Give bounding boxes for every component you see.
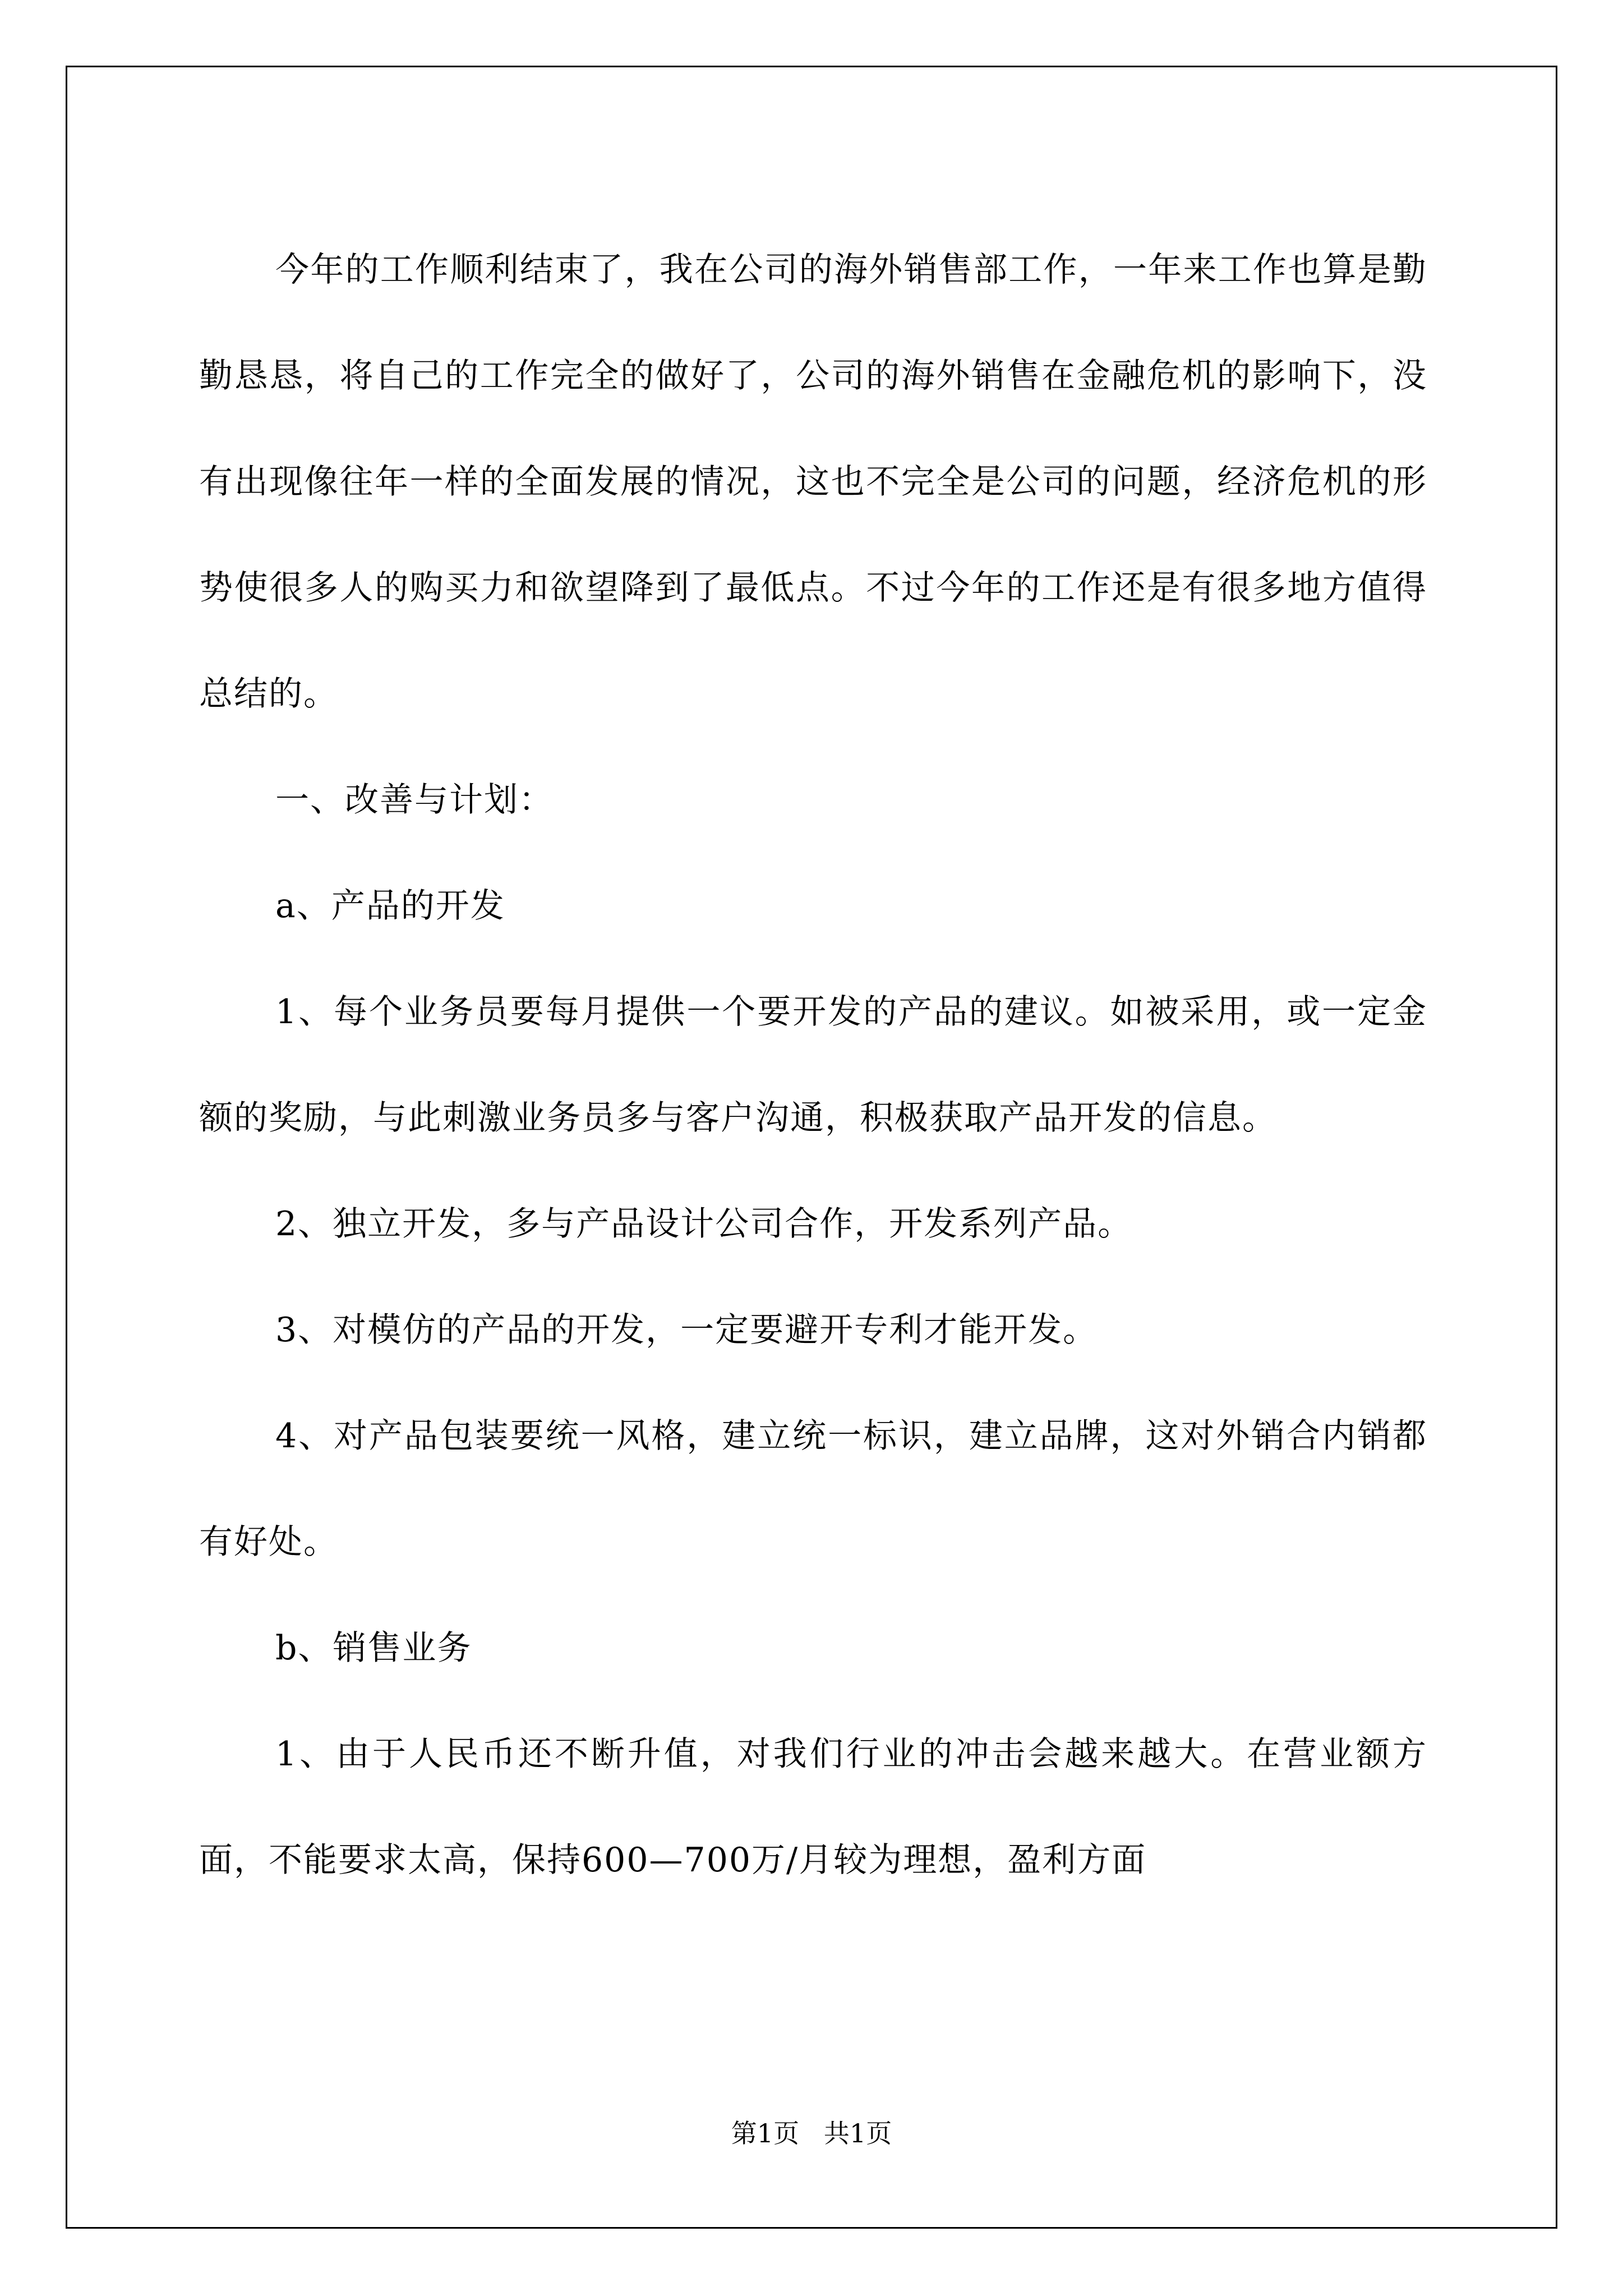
page-number-footer: 第1页 共1页	[731, 2118, 892, 2148]
list-item-product-3: 3、对模仿的产品的开发，一定要避开专利才能开发。	[275, 1310, 1098, 1350]
paragraph-intro: 今年的工作顺利结束了，我在公司的海外销售部工作，一年来工作也算是勤勤恳恳，将自己的工作完全的做好了，公司的海外销售在金融危机的影响下，没有出现像往年一样的全面发展的情况，这也不完全是公司的问题，经济危机的形势使很多人的购买力和欲望降到了最低点。不过今年的工作还是有很多地方值得总结的。	[199, 250, 1427, 714]
heading-improvement-plan: 一、改善与计划：	[275, 780, 554, 820]
subheading-sales-business: b、销售业务	[275, 1628, 472, 1668]
list-item-sales-1: 1、由于人民币还不断升值，对我们行业的冲击会越来越大。在营业额方面，不能要求太高，保持600—700万/月较为理想，盈利方面	[199, 1734, 1427, 1880]
list-item-product-2: 2、独立开发，多与产品设计公司合作，开发系列产品。	[275, 1204, 1133, 1244]
list-item-product-4: 4、对产品包装要统一风格，建立统一标识，建立品牌，这对外销合内销都有好处。	[199, 1416, 1427, 1562]
list-item-product-1: 1、每个业务员要每月提供一个要开发的产品的建议。如被采用，或一定金额的奖励，与此刺激业务员多与客户沟通，积极获取产品开发的信息。	[199, 992, 1427, 1138]
subheading-product-development: a、产品的开发	[275, 886, 505, 926]
document-body	[199, 217, 1427, 1913]
